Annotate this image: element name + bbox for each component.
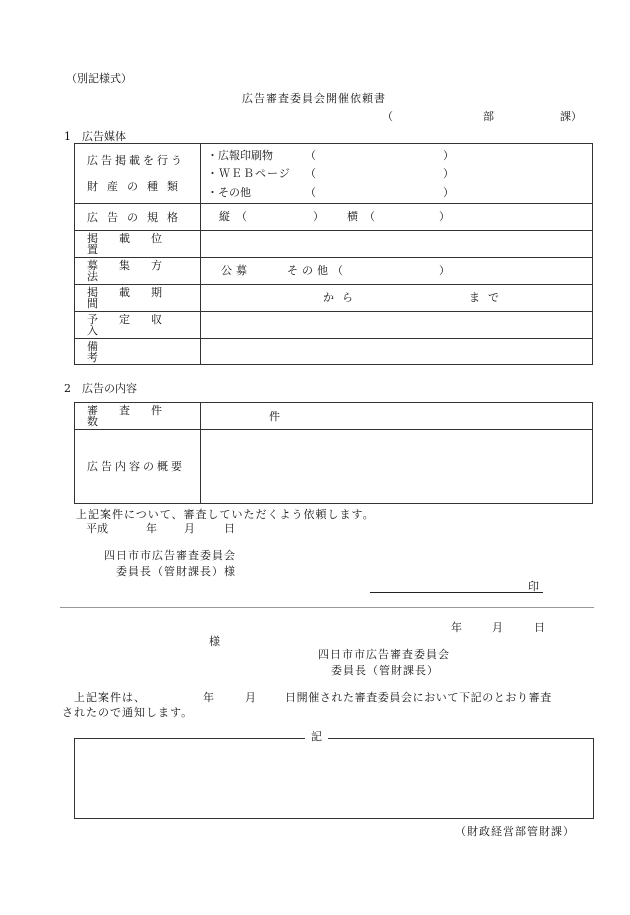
label-remarks: 備考 <box>75 339 201 365</box>
request-era: 平成 <box>86 522 108 535</box>
media-web-close: ） <box>443 166 454 180</box>
section2-heading: 2 広告の内容 <box>64 382 137 395</box>
notice-body-start: 上記案件は、 <box>74 691 146 704</box>
media-other: ・その他 <box>207 185 251 199</box>
content-table <box>74 402 593 504</box>
dept-open: （ <box>382 110 393 123</box>
position-value <box>201 231 593 258</box>
media-print-close: ） <box>443 148 454 162</box>
notice-day: 日 <box>534 621 545 634</box>
notice-year: 年 <box>451 621 462 634</box>
spec-tate-close: ） <box>313 210 324 223</box>
review-count-unit: 件 <box>269 409 280 423</box>
label-position: 掲載位置 <box>75 231 201 258</box>
notice-sama: 様 <box>209 635 220 648</box>
spec-yoko: 横（ <box>347 210 381 223</box>
document-title: 広告審査委員会開催依頼書 <box>242 92 386 105</box>
signature-line <box>370 592 543 593</box>
notice-body-line2: されたので通知します。 <box>62 706 194 719</box>
label-ad-spec: 広告の規格 <box>75 204 201 231</box>
notice-ki: 記 <box>305 731 328 742</box>
media-table <box>74 143 593 365</box>
media-web: ・ＷＥＢページ <box>207 166 291 180</box>
request-text: 上記案件について、審査していただくよう依頼します。 <box>76 508 375 521</box>
recruit-other: その他（ <box>287 264 347 277</box>
section1-heading: 1 広告媒体 <box>64 130 126 143</box>
period-value <box>201 285 593 312</box>
media-print-open: （ <box>305 148 316 162</box>
label-income: 予定収入 <box>75 312 201 339</box>
period-from: から <box>323 291 361 304</box>
media-options <box>201 144 593 204</box>
period-to: まで <box>469 291 507 304</box>
notice-month: 月 <box>492 621 503 634</box>
footer-dept: （財政経営部管財課） <box>455 825 575 838</box>
content-summary-value <box>201 430 593 504</box>
dept-ka: 課） <box>560 110 582 123</box>
review-count-value <box>201 403 593 430</box>
seal-mark: 印 <box>528 580 539 593</box>
notice-body-rest: 日開催された審査委員会において下記のとおり審査 <box>285 691 552 704</box>
appendix-label: （別記様式） <box>66 72 132 85</box>
separator <box>60 607 594 608</box>
label-recruit: 募集方法 <box>75 258 201 285</box>
media-other-close: ） <box>443 185 454 199</box>
label-ad-line2: 財産の種類 <box>87 180 187 193</box>
notice-result-box <box>74 738 594 819</box>
label-property-type <box>75 144 201 204</box>
recruit-close: ） <box>439 264 450 277</box>
label-ad-line1: 広告掲載を行う <box>87 154 185 167</box>
notice-body-year: 年 <box>203 691 214 704</box>
income-value <box>201 312 593 339</box>
recruit-koubo: 公募 <box>221 264 251 277</box>
request-year: 年 <box>146 522 157 535</box>
dept-bu: 部 <box>483 110 494 123</box>
media-web-open: （ <box>305 166 316 180</box>
spec-value <box>201 204 593 231</box>
notice-from-org: 四日市市広告審査委員会 <box>318 648 450 661</box>
media-other-open: （ <box>305 185 316 199</box>
label-period: 掲載期間 <box>75 285 201 312</box>
recruit-value <box>201 258 593 285</box>
request-to-person: 委員長（管財課長）様 <box>116 565 236 578</box>
spec-yoko-close: ） <box>439 210 450 223</box>
request-to-org: 四日市市広告審査委員会 <box>104 549 236 562</box>
notice-body-month: 月 <box>245 691 256 704</box>
notice-from-person: 委員長（管財課長） <box>331 664 439 677</box>
remarks-value <box>201 339 593 365</box>
request-day: 日 <box>224 522 235 535</box>
media-print: ・広報印刷物 <box>207 148 273 162</box>
request-month: 月 <box>184 522 195 535</box>
label-content-summary: 広告内容の概要 <box>75 430 201 504</box>
label-review-count: 審査件数 <box>75 403 201 430</box>
spec-tate: 縦（ <box>219 210 253 223</box>
